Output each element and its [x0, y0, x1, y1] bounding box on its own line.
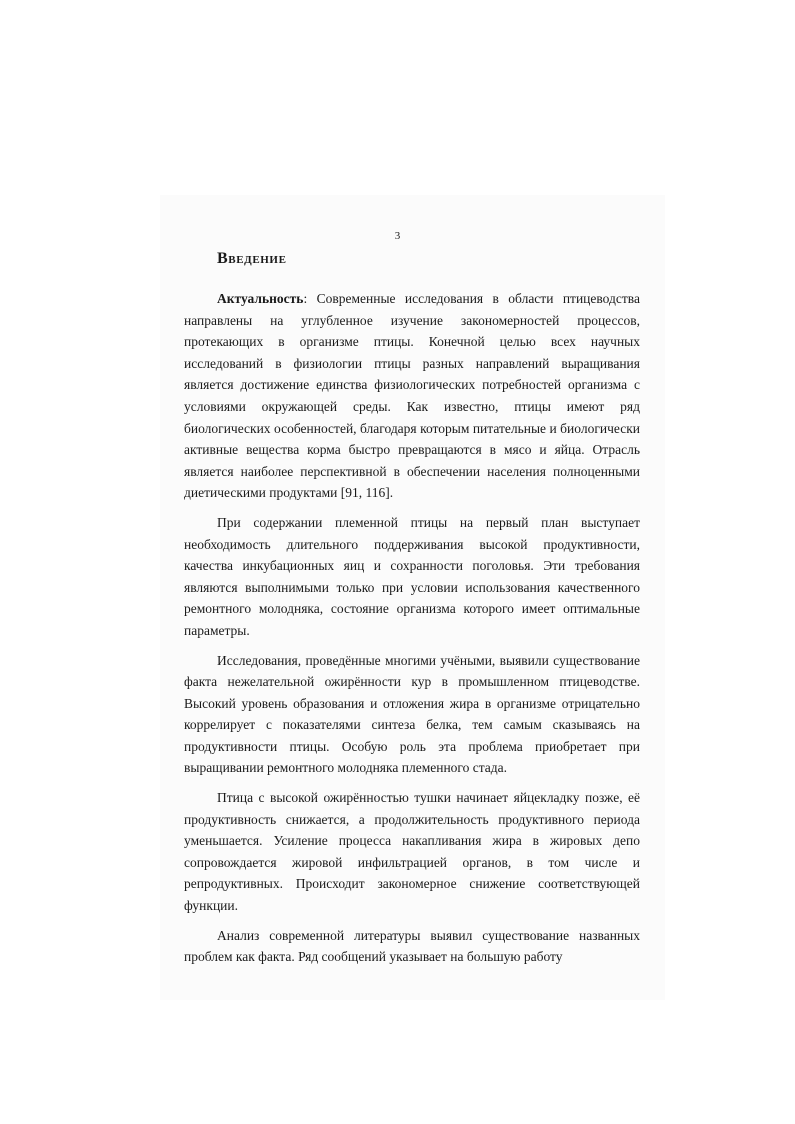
paragraph-obesity-research: [184, 650, 640, 780]
paragraph-breeding: [184, 512, 640, 642]
paragraph-text: Анализ современной литературы выявил существование названных проблем как факта. Ряд сообщений указывает на большую работу: [184, 927, 640, 965]
paragraph-text: При содержании племенной птицы на первый план выступает необходимость длительного поддерживания высокой продуктивности, качества инкубационных яиц и сохранности поголовья. Эти требования являются выполнимыми только при условии использования качественного ремонтного молодняка, состояние организма которого имеет оптимальные параметры.: [184, 514, 640, 638]
paragraph-relevance: [184, 288, 640, 504]
paragraph-literature: [184, 925, 640, 968]
lead-term: Актуальность: [217, 291, 304, 306]
paragraph-productivity: [184, 787, 640, 917]
lead-separator: :: [303, 291, 317, 306]
page-number: 3: [394, 230, 401, 242]
paragraph-text: Современные исследования в области птицеводства направлены на углубленное изучение закономерностей процессов, протекающих в организме птицы. Конечной целью всех научных исследований в физиологии птицы разных направлений выращивания является достижение единства физиологических потребностей организма с условиями окружающей среды. Как известно, птицы имеют ряд биологических особенностей, благодаря которым питательные и биологически активные вещества корма быстро превращаются в мясо и яйца. Отрасль является наиболее перспективной в обеспечении населения полноценными диетическими продуктами [91, 116].: [184, 291, 640, 501]
paragraph-text: Птица с высокой ожирённостью тушки начинает яйцекладку позже, её продуктивность снижается, а продолжительность продуктивного периода уменьшается. Усиление процесса накапливания жира в жировых депо сопровождается жировой инфильтрацией органов, в том числе и репродуктивных. Происходит закономерное снижение соответствующей функции.: [184, 790, 640, 914]
body-text: [184, 288, 640, 968]
section-heading: Введение: [217, 250, 287, 267]
paragraph-text: Исследования, проведённые многими учёными, выявили существование факта нежелательной ожирённости кур в промышленном птицеводстве. Высокий уровень образования и отложения жира в организме отрицательно коррелирует с показателями синтеза белка, тем самым сказываясь на продуктивности птицы. Особую роль эта проблема приобретает при выращивании ремонтного молодняка племенного стада.: [184, 652, 640, 776]
